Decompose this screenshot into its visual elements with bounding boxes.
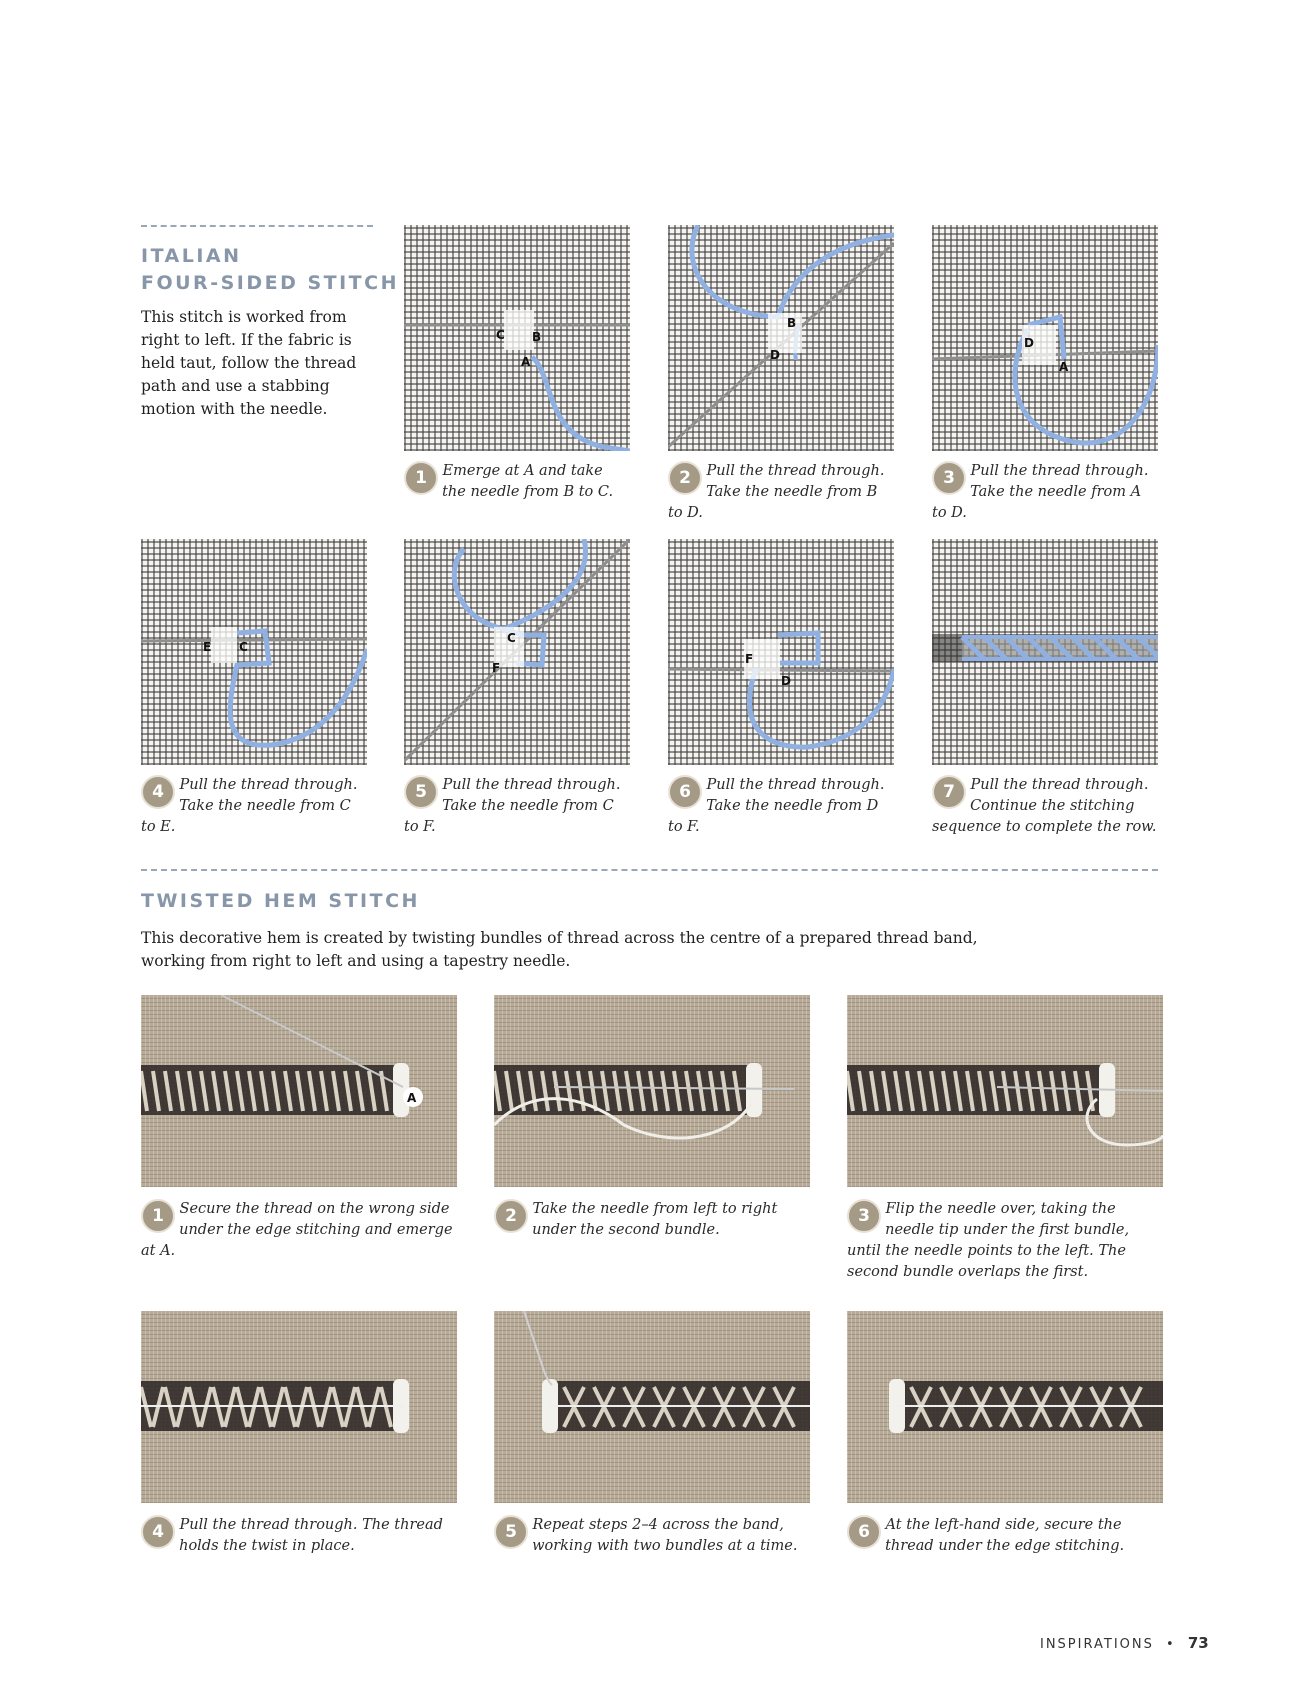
step-number-badge: 7 <box>932 775 966 809</box>
twisted-step-6-caption <box>847 1515 1163 1557</box>
italian-step-1-photo <box>404 225 630 451</box>
step-number-badge: 4 <box>141 1515 175 1549</box>
italian-step-2-caption <box>668 461 894 524</box>
italian-title-line2: FOUR-SIDED STITCH <box>141 272 399 294</box>
label-f: F <box>492 661 501 675</box>
twisted-step-6-photo <box>847 1311 1163 1503</box>
page-number: 73 <box>1187 1634 1209 1652</box>
italian-title-line1: ITALIAN <box>141 245 242 267</box>
twisted-section-title: TWISTED HEM STITCH <box>141 890 420 912</box>
step-text: Pull the thread through. Take the needle from C to F. <box>404 777 621 835</box>
section-divider-top <box>141 225 373 227</box>
step-text: Pull the thread through. Take the needle from B to D. <box>668 463 885 521</box>
twisted-step-2-photo <box>494 995 810 1187</box>
italian-step-1-caption <box>404 461 630 503</box>
twisted-step-1-photo <box>141 995 457 1187</box>
label-a: A <box>407 1091 417 1105</box>
twisted-step-4-caption <box>141 1515 457 1557</box>
step-text: At the left-hand side, secure the thread under the edge stitching. <box>885 1517 1125 1554</box>
label-d: D <box>781 674 791 688</box>
step-number-badge: 2 <box>668 461 702 495</box>
step-text: Pull the thread through. Take the needle from A to D. <box>932 463 1149 521</box>
step-number-badge: 6 <box>847 1515 881 1549</box>
label-a: A <box>1059 360 1069 374</box>
italian-section-title <box>141 243 399 297</box>
italian-step-7-caption <box>932 775 1158 838</box>
label-e: E <box>203 640 212 654</box>
twisted-step-2-caption <box>494 1199 810 1241</box>
twisted-step-3-photo <box>847 995 1163 1187</box>
step-number-badge: 3 <box>932 461 966 495</box>
italian-step-4-caption <box>141 775 367 838</box>
twisted-step-5-caption <box>494 1515 810 1557</box>
twisted-step-1-caption <box>141 1199 457 1262</box>
step-number-badge: 4 <box>141 775 175 809</box>
italian-step-7-photo <box>932 539 1158 765</box>
italian-step-3-photo <box>932 225 1158 451</box>
label-b: B <box>787 316 797 330</box>
italian-intro-text: This stitch is worked from right to left. If the fabric is held taut, follow the thread path and use a stabbing motion with the needle. <box>141 308 357 418</box>
label-a: A <box>521 355 531 369</box>
step-text: Pull the thread through. The thread holds the twist in place. <box>179 1517 443 1554</box>
step-text: Secure the thread on the wrong side under the edge stitching and emerge at A. <box>141 1201 453 1259</box>
label-b: B <box>532 330 542 344</box>
step-text: Pull the thread through. Continue the stitching sequence to complete the row. <box>932 777 1157 835</box>
twisted-step-4-photo <box>141 1311 457 1503</box>
label-c: C <box>239 640 248 654</box>
step-number-badge: 5 <box>404 775 438 809</box>
step-number-badge: 1 <box>404 461 438 495</box>
label-d: D <box>770 348 780 362</box>
step-number-badge: 3 <box>847 1199 881 1233</box>
step-number-badge: 2 <box>494 1199 528 1233</box>
label-f: F <box>745 652 754 666</box>
twisted-step-5-photo <box>494 1311 810 1503</box>
twisted-step-3-caption <box>847 1199 1163 1283</box>
twisted-intro-text: This decorative hem is created by twisting bundles of thread across the centre of a prepared thread band, working from right to left and using a tapestry needle. <box>141 929 978 970</box>
page-folio <box>1040 1634 1209 1652</box>
step-text: Repeat steps 2–4 across the band, working with two bundles at a time. <box>532 1517 798 1554</box>
italian-step-2-photo <box>668 225 894 451</box>
italian-step-6-photo <box>668 539 894 765</box>
italian-step-5-caption <box>404 775 630 838</box>
step-number-badge: 6 <box>668 775 702 809</box>
label-d: D <box>1024 336 1034 350</box>
step-text: Pull the thread through. Take the needle from C to E. <box>141 777 358 835</box>
folio-section: INSPIRATIONS <box>1040 1637 1154 1652</box>
italian-step-4-photo <box>141 539 367 765</box>
label-c: C <box>507 631 516 645</box>
folio-bullet: • <box>1166 1637 1176 1652</box>
step-text: Take the needle from left to right under the second bundle. <box>532 1201 778 1238</box>
italian-step-6-caption <box>668 775 894 838</box>
step-text: Flip the needle over, taking the needle tip under the first bundle, until the needle points to the left. The second bundle overlaps the first. <box>847 1201 1130 1280</box>
step-text: Pull the thread through. Take the needle from D to F. <box>668 777 885 835</box>
step-text: Emerge at A and take the needle from B to C. <box>442 463 614 500</box>
step-number-badge: 1 <box>141 1199 175 1233</box>
label-c: C <box>496 328 505 342</box>
step-number-badge: 5 <box>494 1515 528 1549</box>
section-divider-middle <box>141 869 1158 871</box>
italian-step-3-caption <box>932 461 1158 524</box>
italian-step-5-photo <box>404 539 630 765</box>
